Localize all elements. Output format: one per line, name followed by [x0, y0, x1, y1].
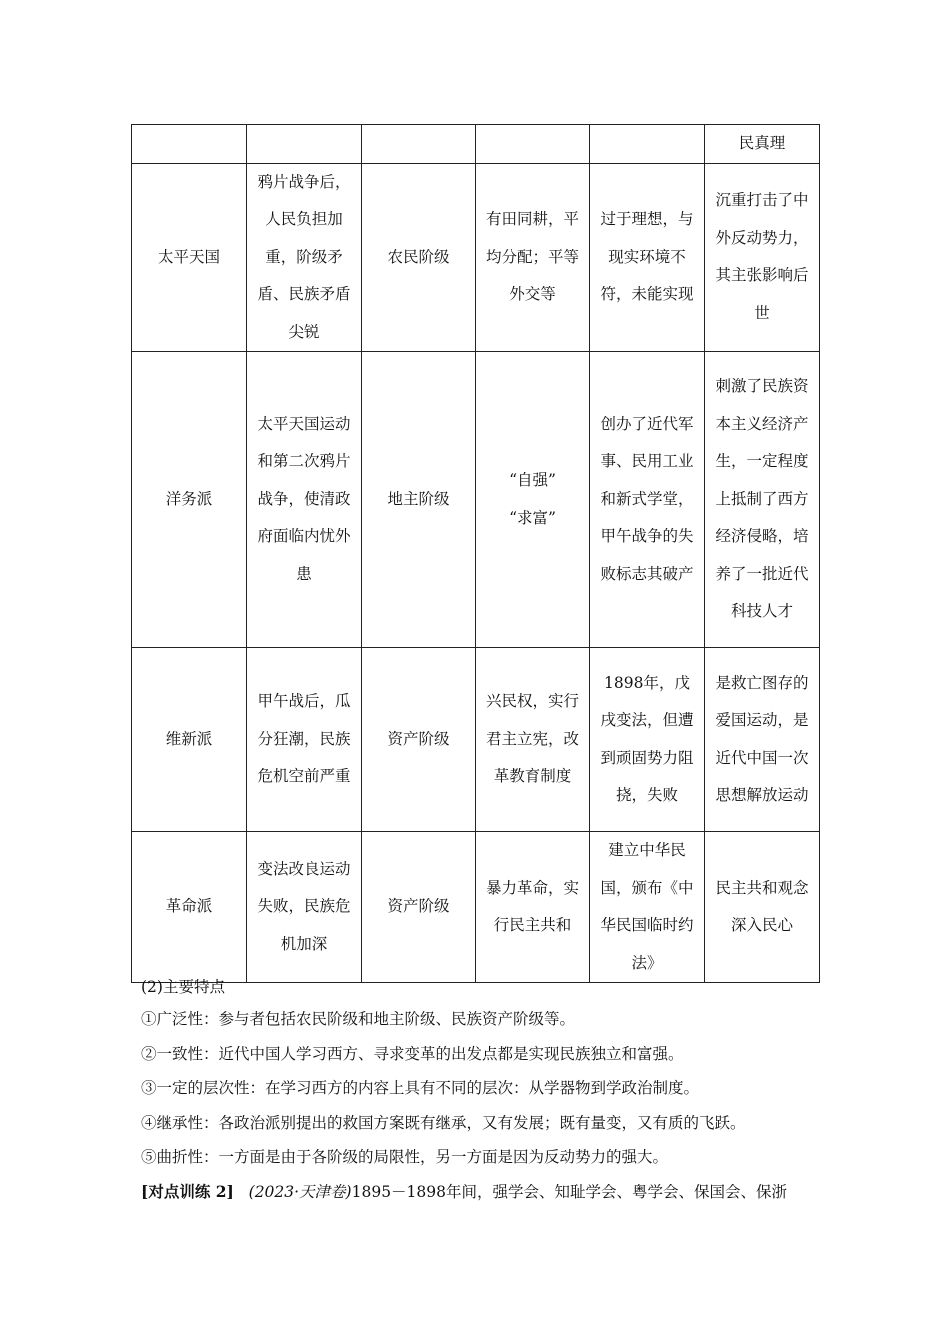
impact-cell: 民主共和观念深入民心	[705, 832, 820, 983]
section-heading: (2)主要特点	[141, 978, 225, 996]
group-cell: 维新派	[132, 648, 247, 832]
proposal-cell: “自强” “求富”	[476, 352, 590, 648]
practice-cell	[590, 125, 705, 164]
impact-cell: 刺激了民族资本主义经济产生，一定程度上抵制了西方经济侵略，培养了一批近代科技人才	[705, 352, 820, 648]
class-cell: 农民阶级	[362, 163, 476, 352]
proposal-cell	[476, 125, 590, 164]
table-row	[132, 648, 820, 832]
proposal-cell: 兴民权，实行君主立宪，改革教育制度	[476, 648, 590, 832]
table-row	[132, 832, 820, 983]
proposal-cell: 暴力革命，实行民主共和	[476, 832, 590, 983]
class-cell: 资产阶级	[362, 648, 476, 832]
impact-cell: 民真理	[705, 125, 820, 164]
proposal-cell: 有田同耕，平均分配；平等外交等	[476, 163, 590, 352]
practice-cell: 创办了近代军事、民用工业和新式学堂，甲午战争的失败标志其破产	[590, 352, 705, 648]
reform-groups-table	[131, 124, 820, 983]
practice-cell: 建立中华民国，颁布《中华民国临时约法》	[590, 832, 705, 983]
exercise-line	[141, 1175, 821, 1210]
background-cell: 太平天国运动和第二次鸦片战争，使清政府面临内忧外患	[247, 352, 362, 648]
impact-cell: 是救亡图存的爱国运动，是近代中国一次思想解放运动	[705, 648, 820, 832]
features-section	[141, 972, 821, 1209]
group-cell: 革命派	[132, 832, 247, 983]
exercise-text: 1895－1898年间，强学会、知耻学会、粤学会、保国会、保浙	[351, 1182, 788, 1201]
table-row	[132, 125, 820, 164]
practice-cell: 1898年，戊戌变法，但遭到顽固势力阻挠，失败	[590, 648, 705, 832]
feature-item: ⑤曲折性：一方面是由于各阶级的局限性，另一方面是因为反动势力的强大。	[141, 1148, 669, 1166]
feature-item: ③一定的层次性：在学习西方的内容上具有不同的层次：从学器物到学政治制度。	[141, 1079, 700, 1097]
feature-item: ④继承性：各政治派别提出的救国方案既有继承，又有发展；既有量变，又有质的飞跃。	[141, 1113, 746, 1132]
exercise-source: (2023·天津卷)	[248, 1182, 352, 1201]
class-cell	[362, 125, 476, 164]
class-cell: 资产阶级	[362, 832, 476, 983]
table-row	[132, 352, 820, 648]
table-row	[132, 163, 820, 352]
background-cell: 甲午战后，瓜分狂潮，民族危机空前严重	[247, 648, 362, 832]
impact-cell: 沉重打击了中外反动势力，其主张影响后世	[705, 163, 820, 352]
feature-item: ①广泛性：参与者包括农民阶级和地主阶级、民族资产阶级等。	[141, 1010, 576, 1028]
background-cell: 鸦片战争后，人民负担加重，阶级矛盾、民族矛盾尖锐	[247, 163, 362, 352]
background-cell	[247, 125, 362, 164]
background-cell: 变法改良运动失败，民族危机加深	[247, 832, 362, 983]
feature-item: ②一致性：近代中国人学习西方、寻求变革的出发点都是实现民族独立和富强。	[141, 1044, 684, 1063]
group-cell: 洋务派	[132, 352, 247, 648]
class-cell: 地主阶级	[362, 352, 476, 648]
group-cell	[132, 125, 247, 164]
exercise-tag: [对点训练 2]	[141, 1181, 234, 1201]
group-cell: 太平天国	[132, 163, 247, 352]
practice-cell: 过于理想，与现实环境不符，未能实现	[590, 163, 705, 352]
